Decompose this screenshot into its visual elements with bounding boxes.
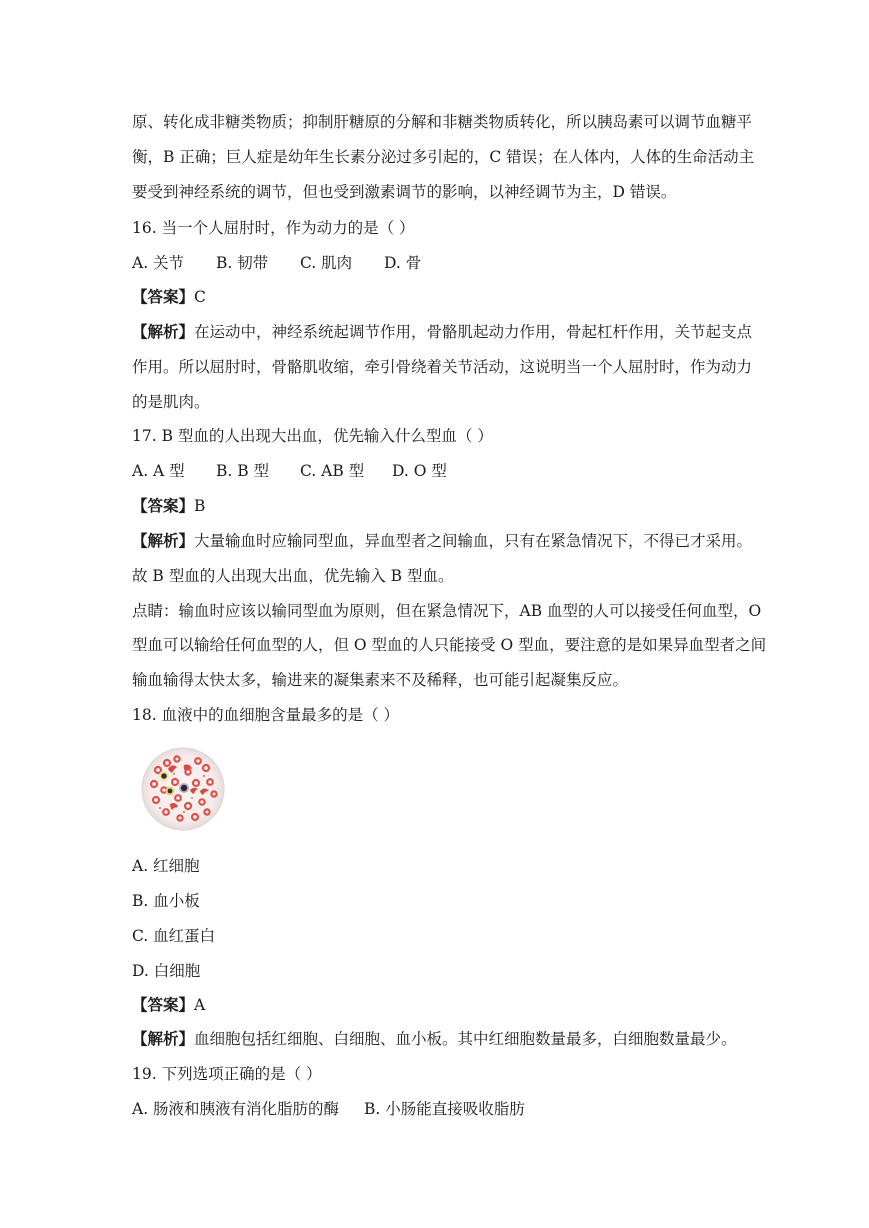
q18-option-c: C. 血红蛋白: [132, 927, 216, 945]
intro-line-3: 要受到神经系统的调节，但也受到激素调节的影响，以神经调节为主，D 错误。: [132, 183, 677, 201]
q18-answer: [132, 995, 742, 1015]
q17-option-c: C. AB 型: [300, 462, 365, 480]
q17-stem: 17. B 型血的人出现大出血，优先输入什么型血（ ）: [132, 427, 493, 445]
white-blood-cell-nucleus: [181, 785, 187, 791]
q19-option-a: A. 肠液和胰液有消化脂肪的酶: [132, 1100, 340, 1118]
q19-stem: 19. 下列选项正确的是（ ）: [132, 1065, 322, 1083]
blood-smear-image: [140, 746, 226, 832]
q18-answer-value: A: [194, 996, 206, 1014]
q16-analysis-text-1: 在运动中，神经系统起调节作用，骨骼肌起动力作用，骨起杠杆作用，关节起支点: [194, 323, 753, 341]
q18-analysis-text-1: 血细胞包括红细胞、白细胞、血小板。其中红细胞数量最多，白细胞数量最少。: [194, 1030, 737, 1048]
platelet: [203, 775, 205, 777]
q16-stem: 16. 当一个人屈肘时，作为动力的是（ ）: [132, 219, 415, 237]
q18-stem: 18. 血液中的血细胞含量最多的是（ ）: [132, 706, 400, 724]
q17-note-line-3: 输血输得太快太多，输进来的凝集素来不及稀释，也可能引起凝集反应。: [132, 671, 629, 689]
q17-analysis-text-1: 大量输血时应输同型血，异血型者之间输血，只有在紧急情况下，不得已才采用。: [194, 532, 753, 550]
q18-analysis-label: 【解析】: [132, 1029, 195, 1048]
platelet: [183, 811, 185, 813]
q17-analysis-line-2: 故 B 型血的人出现大出血，优先输入 B 型血。: [132, 567, 454, 585]
q16-analysis-line-3: 的是肌肉。: [132, 393, 210, 411]
intro-line-1: 原、转化成非糖类物质；抑制肝糖原的分解和非糖类物质转化，所以胰岛素可以调节血糖平: [132, 113, 753, 131]
q19-options: [132, 1099, 742, 1119]
q16-option-d: D. 骨: [384, 254, 422, 272]
platelet: [159, 807, 161, 809]
q18-option-b: B. 血小板: [132, 892, 200, 910]
q18-analysis-line-1: [132, 1029, 742, 1049]
q16-analysis-line-1: [132, 322, 753, 342]
q17-analysis-line-1: [132, 531, 753, 551]
platelet: [191, 797, 193, 799]
q19-option-b: B. 小肠能直接吸收脂肪: [364, 1100, 525, 1118]
q16-option-b: B. 韧带: [216, 254, 269, 272]
q16-answer-value: C: [194, 288, 206, 306]
q16-answer-label: 【答案】: [132, 287, 195, 306]
q17-note-line-1: 点睛：输血时应该以输同型血为原则，但在紧急情况下，AB 血型的人可以接受任何血型，O: [132, 602, 762, 620]
q17-answer-value: B: [194, 497, 206, 515]
q18-option-a: A. 红细胞: [132, 857, 200, 875]
platelet: [173, 773, 175, 775]
q16-option-a: A. 关节: [132, 254, 185, 272]
q17-note-line-2: 型血可以输给任何血型的人，但 O 型血的人只能接受 O 型血，要注意的是如果异血型者之间: [132, 636, 767, 654]
q17-option-b: B. B 型: [216, 462, 270, 480]
q17-answer-label: 【答案】: [132, 496, 195, 515]
q17-options: [132, 461, 742, 481]
q17-answer: [132, 496, 742, 516]
q18-answer-label: 【答案】: [132, 995, 195, 1014]
q16-answer: [132, 287, 742, 307]
q16-option-c: C. 肌肉: [300, 254, 353, 272]
q18-option-d: D. 白细胞: [132, 962, 201, 980]
white-blood-cell-nucleus: [161, 773, 167, 779]
q16-analysis-label: 【解析】: [132, 322, 195, 341]
white-blood-cell-nucleus: [168, 789, 173, 794]
q17-analysis-label: 【解析】: [132, 531, 195, 550]
q16-options: [132, 253, 742, 273]
q16-analysis-line-2: 作用。所以屈肘时，骨骼肌收缩，牵引骨绕着关节活动，这说明当一个人屈肘时，作为动力: [132, 358, 753, 376]
q17-option-d: D. O 型: [392, 462, 447, 480]
q17-option-a: A. A 型: [132, 462, 185, 480]
intro-line-2: 衡，B 正确；巨人症是幼年生长素分泌过多引起的，C 错误；在人体内，人体的生命活动主: [132, 148, 755, 166]
